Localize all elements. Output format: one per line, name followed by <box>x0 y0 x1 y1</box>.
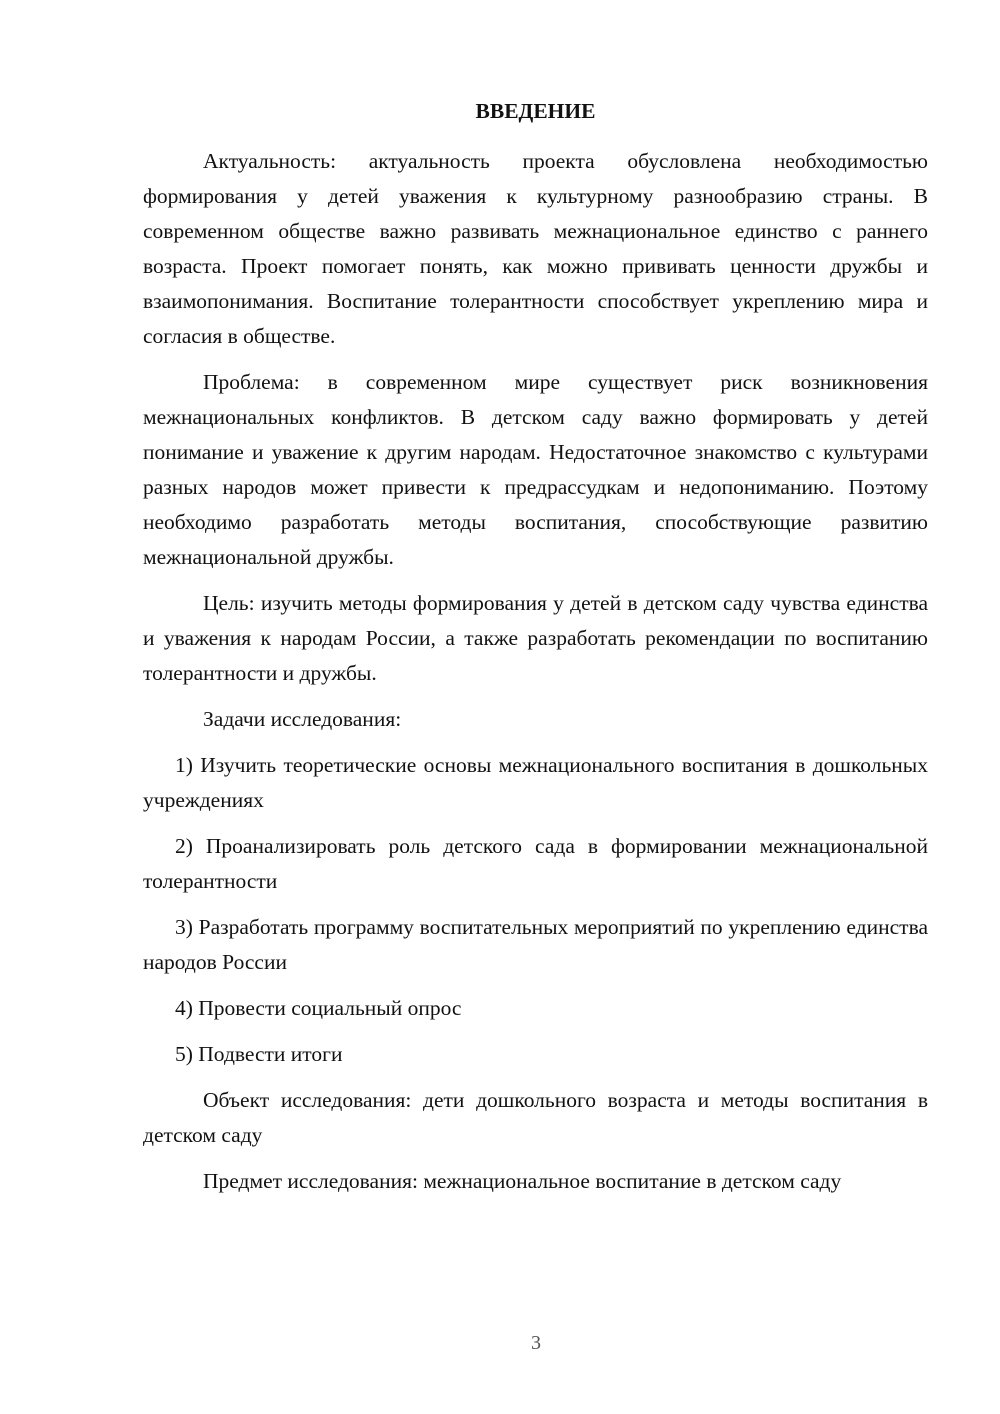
section-title: ВВЕДЕНИЕ <box>475 99 596 123</box>
page-content <box>143 94 928 1210</box>
subject-paragraph: Предмет исследования: межнациональное воспитание в детском саду <box>203 1169 842 1193</box>
tasks-heading: Задачи исследования: <box>203 707 402 731</box>
page-number: 3 <box>531 1332 541 1354</box>
relevance-paragraph: Актуальность: актуальность проекта обусловлена необходимостью формирования у детей уважения к культурному разнообразию страны. В современном обществе важно развивать межнациональное единство с раннего возраста. Проект помогает понять, как можно прививать ценности дружбы и взаимопонимания. Воспитание толерантности способствует укреплению мира и согласия в обществе. <box>143 149 928 348</box>
object-paragraph: Объект исследования: дети дошкольного возраста и методы воспитания в детском саду <box>143 1088 928 1147</box>
task-item: 3) Разработать программу воспитательных мероприятий по укреплению единства народов России <box>143 915 928 974</box>
task-item: 5) Подвести итоги <box>175 1042 343 1066</box>
task-item: 4) Провести социальный опрос <box>175 996 462 1020</box>
problem-paragraph: Проблема: в современном мире существует риск возникновения межнациональных конфликтов. В детском саду важно формировать у детей понимание и уважение к другим народам. Недостаточное знакомство с культурами разных народов может привести к предрассудкам и недопониманию. Поэтому необходимо разработать методы воспитания, способствующие развитию межнациональной дружбы. <box>143 370 928 569</box>
goal-paragraph: Цель: изучить методы формирования у детей в детском саду чувства единства и уважения к народам России, а также разработать рекомендации по воспитанию толерантности и дружбы. <box>143 591 928 685</box>
task-item: 2) Проанализировать роль детского сада в формировании межнациональной толерантности <box>143 834 928 893</box>
task-item: 1) Изучить теоретические основы межнационального воспитания в дошкольных учреждениях <box>143 753 928 812</box>
